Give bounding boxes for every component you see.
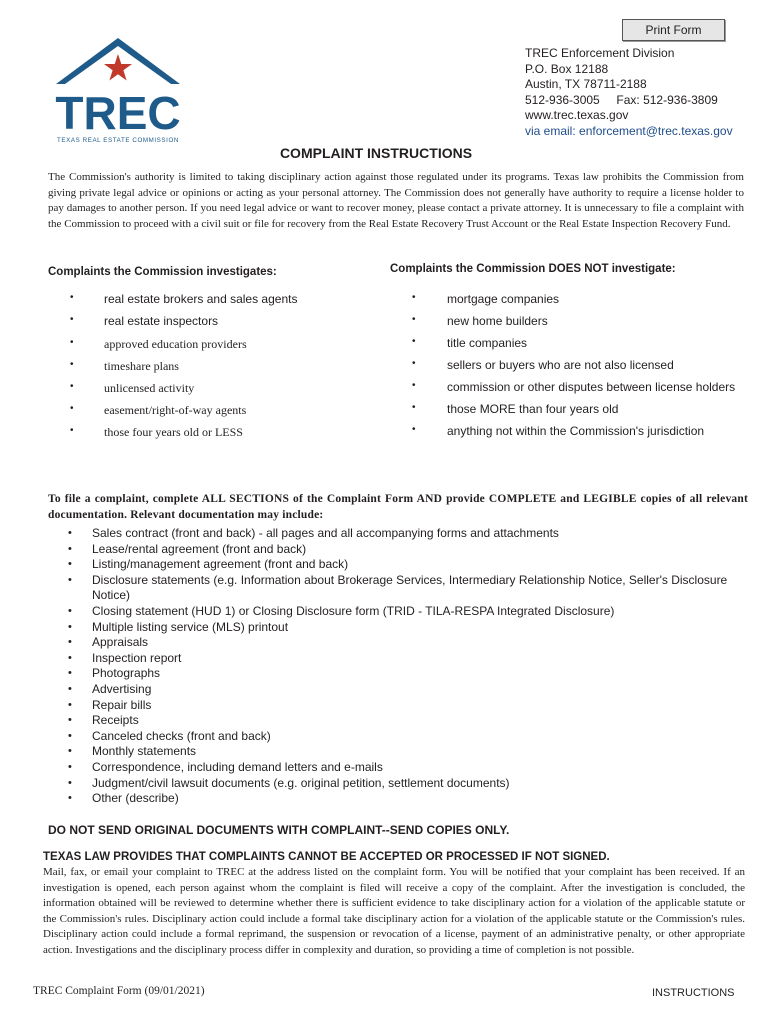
star-icon: [104, 54, 132, 81]
filing-instructions: To file a complaint, complete ALL SECTIONS of the Complaint Form AND provide COMPLETE and LEGIBLE copies of all relevant documentation. Relevant documentation may include:: [48, 493, 748, 521]
bullet: •: [70, 381, 74, 392]
logo-tagline: TEXAS REAL ESTATE COMMISSION: [57, 137, 179, 144]
bullet: •: [70, 314, 74, 325]
list-item: • Inspection report: [64, 651, 744, 667]
email-link[interactable]: via email: enforcement@trec.texas.gov: [525, 123, 733, 138]
not-investigated-item: commission or other disputes between license holders: [447, 380, 736, 394]
investigates-item: those four years old or LESS: [104, 425, 243, 439]
bullet: •: [412, 402, 416, 413]
investigates-item: approved education providers: [104, 337, 247, 351]
trec-logo: [52, 36, 184, 146]
po-box: P.O. Box 12188: [525, 61, 609, 76]
footer-form-id: TREC Complaint Form (09/01/2021): [33, 985, 205, 997]
list-item: • Disclosure statements (e.g. Information about Brokerage Services, Intermediary Relationship Notice, Seller's Disclosure Notice): [64, 573, 744, 604]
footer-section-label: INSTRUCTIONS: [652, 987, 735, 999]
not-investigated-item: sellers or buyers who are not also licensed: [447, 358, 674, 372]
list-item: • Repair bills: [64, 698, 744, 714]
not-investigated-heading: Complaints the Commission DOES NOT investigate:: [390, 263, 676, 275]
bullet: •: [70, 359, 74, 370]
list-item: • Other (describe): [64, 791, 744, 807]
division-name: TREC Enforcement Division: [525, 46, 675, 60]
list-item: • Listing/management agreement (front and back): [64, 557, 744, 573]
investigates-heading: Complaints the Commission investigates:: [48, 266, 277, 278]
city-line: Austin, TX 78711-2188: [525, 77, 647, 91]
website: www.trec.texas.gov: [525, 108, 629, 122]
list-item: • Photographs: [64, 666, 744, 682]
intro-paragraph: The Commission's authority is limited to taking disciplinary action against those regulated under its programs. Texas law prohibits the Commission from giving private legal advice or opinions or acting as your personal attorney. The Commission does not generally have authority to require a license holder to pay damages to another person. If you need legal advice or want to recover money, please contact a private attorney. It is unnecessary to file a complaint with the Commission to proceed with a civil suit or file for recovery from the Real Estate Recovery Trust Account or the Real Estate Inspection Recovery Fund.: [48, 171, 744, 230]
page-title: COMPLAINT INSTRUCTIONS: [279, 145, 473, 161]
bullet: •: [70, 403, 74, 414]
address-block: [525, 46, 733, 139]
list-item: • Receipts: [64, 713, 744, 729]
list-item: • Appraisals: [64, 635, 744, 651]
signature-law-notice: TEXAS LAW PROVIDES THAT COMPLAINTS CANNOT BE ACCEPTED OR PROCESSED IF NOT SIGNED.: [43, 851, 610, 863]
bullet: •: [412, 424, 416, 435]
investigates-item: easement/right-of-way agents: [104, 403, 247, 417]
not-investigated-item: new home builders: [447, 314, 548, 328]
list-item: • Canceled checks (front and back): [64, 729, 744, 745]
submission-paragraph: Mail, fax, or email your complaint to TREC at the address listed on the complaint form. You will be notified that your complaint has been received. If an investigation is opened, each person against whom the complaint is filed will receive a copy of the complaint. After the investigation is concluded, the information obtained will be reviewed to determine whether there is sufficient evidence to take disciplinary action for a violation of the applicable statute or the Commission's rules. Disciplinary action could include a formal take disciplinary action for a violation of the applicable statute or the Commission's rules. Disciplinary action could include a formal reprimand, the suspension or revocation of a license, payment of an administrative penalty, or other appropriate action. Investigations and the disciplinary process differ in complexity and duration, so providing a time of completion is not possible.: [43, 866, 745, 956]
list-item: • Multiple listing service (MLS) printout: [64, 620, 744, 636]
bullet: •: [412, 314, 416, 325]
phone-fax: 512-936-3005 Fax: 512-936-3809: [525, 92, 718, 107]
investigates-item: real estate inspectors: [104, 314, 219, 328]
investigates-item: timeshare plans: [104, 359, 179, 373]
print-form-button[interactable]: Print Form: [622, 19, 725, 41]
no-originals-warning: DO NOT SEND ORIGINAL DOCUMENTS WITH COMPLAINT--SEND COPIES ONLY.: [48, 823, 510, 837]
list-item: • Sales contract (front and back) - all pages and all accompanying forms and attachments: [64, 526, 744, 542]
not-investigated-item: anything not within the Commission's jurisdiction: [447, 424, 705, 438]
bullet: •: [412, 292, 416, 303]
not-investigated-item: mortgage companies: [447, 292, 560, 306]
bullet: •: [70, 292, 74, 303]
list-item: • Closing statement (HUD 1) or Closing Disclosure form (TRID - TILA-RESPA Integrated Disclosure): [64, 604, 744, 620]
bullet: •: [70, 425, 74, 436]
list-item: • Advertising: [64, 682, 744, 698]
bullet: •: [412, 380, 416, 391]
investigates-item: real estate brokers and sales agents: [104, 292, 298, 306]
investigates-item: unlicensed activity: [104, 381, 195, 395]
list-item: • Lease/rental agreement (front and back): [64, 542, 744, 558]
logo-wordmark: TREC: [55, 87, 181, 139]
not-investigated-item: title companies: [447, 336, 528, 350]
bullet: •: [412, 336, 416, 347]
not-investigated-item: those MORE than four years old: [447, 402, 619, 416]
list-item: • Correspondence, including demand letters and e-mails: [64, 760, 744, 776]
bullet: •: [70, 337, 74, 348]
list-item: • Monthly statements: [64, 744, 744, 760]
documentation-list: [64, 526, 744, 807]
bullet: •: [412, 358, 416, 369]
list-item: • Judgment/civil lawsuit documents (e.g. original petition, settlement documents): [64, 776, 744, 792]
